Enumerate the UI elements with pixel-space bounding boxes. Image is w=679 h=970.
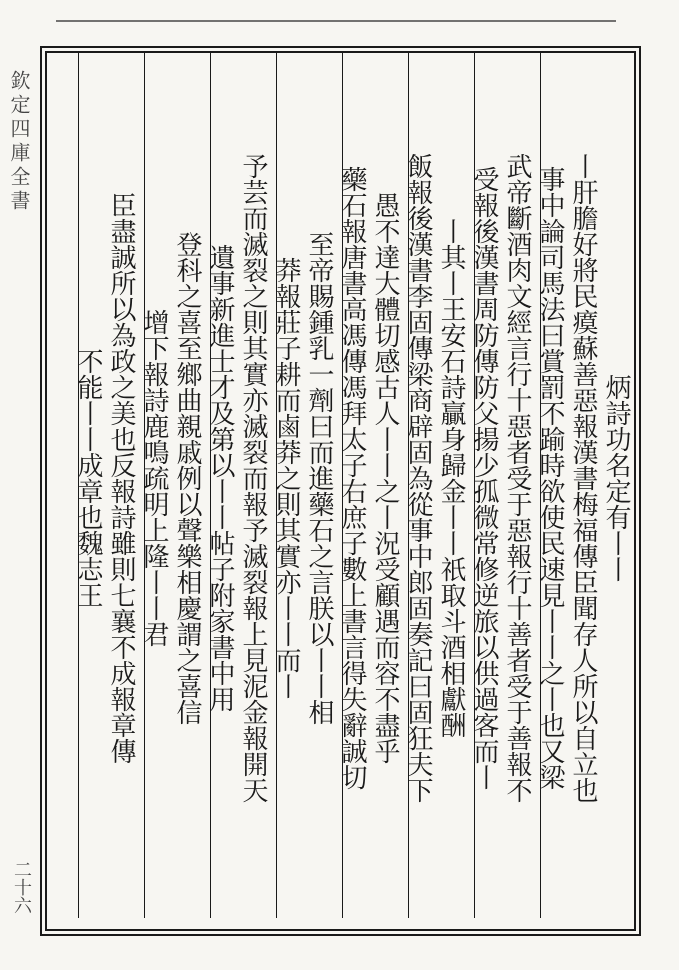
text-column: 增下報詩鹿鳴疏明上隆丨丨君 (139, 309, 169, 647)
text-column: 莽報莊子耕而鹵莽之則其實亦丨丨而丨 (271, 257, 301, 699)
folio-number: 二十六 (11, 860, 32, 914)
text-column: 登科之喜至鄉曲親戚例以聲樂相慶謂之喜信 (172, 231, 202, 725)
text-column: 飯報後漢書李固傳梁商辟固為從事中郎固奏記曰固狂夫下 (403, 153, 433, 803)
text-column: 愚不達大體切感古人丨丨之丨況受顧遇而容不盡乎 (370, 192, 400, 764)
text-column: 事中論司馬法曰賞罰不踰時欲使民速見丨丨之丨也又梁 (535, 166, 565, 790)
text-column: 武帝斷酒肉文經言行十惡者受于惡報行十善者受于善報不 (502, 153, 532, 803)
text-column: 臣盡誠所以為政之美也反報詩雖則七襄不成報章傳 (106, 192, 136, 764)
text-column: 予芸而滅裂之則其實亦滅裂而報予滅裂報上見泥金報開天 (238, 153, 268, 803)
text-column: 藥石報唐書高馮傳馮拜太子右庶子數上書言得失辭誠切 (337, 166, 367, 790)
text-column: 丨肝膽好將民瘼蘇善惡報漢書梅福傳臣聞存人所以自立也 (568, 153, 598, 803)
text-column: 受報後漢書周防傳防父揚少孤微常修逆旅以供過客而丨 (469, 166, 499, 790)
text-column: 遺事新進士才及第以丨丨帖子附家書中用 (205, 244, 235, 712)
text-column: 不能丨丨成章也魏志王 (73, 348, 103, 608)
text-column: 丨其丨王安石詩贏身歸金丨丨祇取斗酒相獻酬 (436, 218, 466, 738)
margin-title: 欽定四庫全書 (7, 70, 31, 214)
top-rule (56, 20, 616, 22)
text-column: 至帝賜鍾乳一劑曰而進藥石之言朕以丨丨相 (304, 231, 334, 725)
text-column: 炳詩功名定有丨丨 (601, 374, 631, 582)
